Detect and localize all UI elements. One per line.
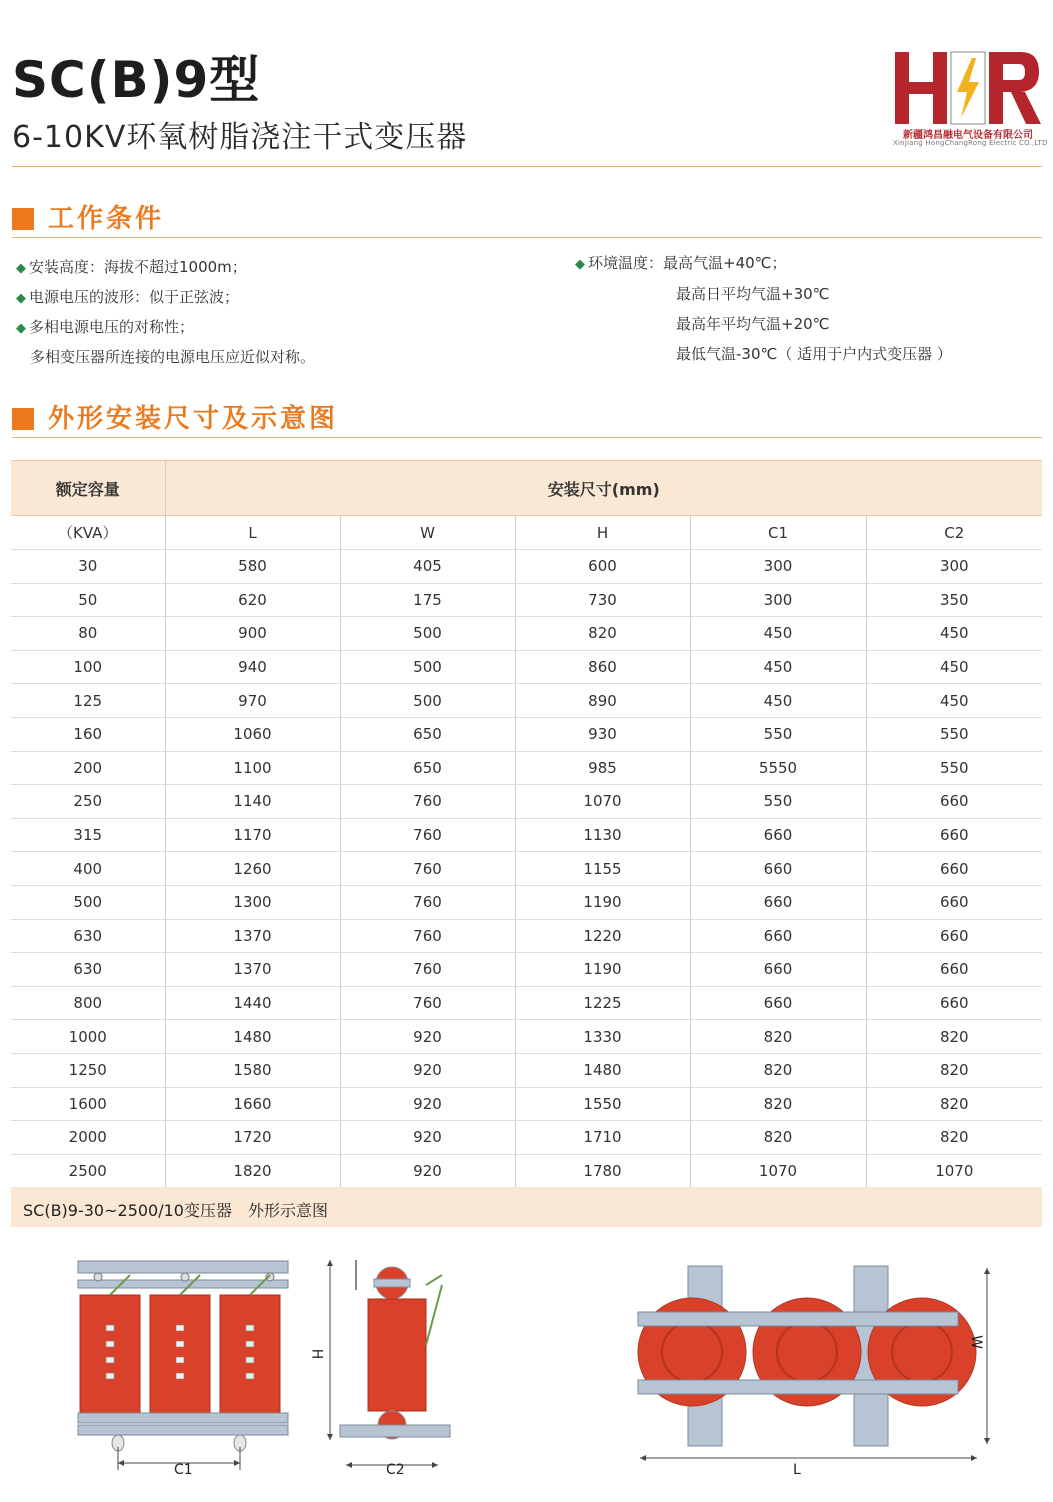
dimension-cell: 1220: [515, 919, 690, 953]
section-title: 工作条件: [48, 204, 165, 234]
dimension-cell: 450: [690, 684, 866, 718]
dimension-cell: 920: [340, 1053, 515, 1087]
dimension-cell: 5550: [690, 751, 866, 785]
condition-note: 多相变压器所连接的电源电压应近似对称。: [30, 348, 316, 366]
dimension-cell: 1130: [515, 818, 690, 852]
dimension-cell: 450: [690, 650, 866, 684]
dimension-cell: 1260: [165, 852, 340, 886]
drawing-caption-bar: [11, 1187, 1042, 1227]
dimension-cell: 660: [690, 818, 866, 852]
condition-text: 安装高度：海拔不超过1000m；: [29, 258, 247, 276]
dimension-cell: 760: [340, 953, 515, 987]
diamond-bullet-icon: ◆: [16, 321, 26, 336]
dimension-cell: 820: [690, 1020, 866, 1054]
condition-item: [16, 316, 194, 337]
temperature-text: 最低气温-30℃（ 适用于户内式变压器 ）: [676, 345, 952, 363]
dimension-cell: 660: [866, 953, 1042, 987]
dimension-cell: 1480: [165, 1020, 340, 1054]
front-view-drawing: [70, 1255, 300, 1485]
dimension-cell: 1070: [515, 785, 690, 819]
diamond-bullet-icon: ◆: [575, 257, 585, 272]
capacity-cell: 100: [11, 650, 165, 684]
capacity-cell: 400: [11, 852, 165, 886]
dimension-table: [11, 460, 1042, 1188]
table-row: [11, 953, 1042, 987]
section-marker-icon: [12, 408, 34, 430]
dimension-cell: 1140: [165, 785, 340, 819]
dimension-cell: 660: [690, 885, 866, 919]
dimension-cell: 660: [866, 818, 1042, 852]
dimension-cell: 900: [165, 617, 340, 651]
dimension-cell: 300: [690, 583, 866, 617]
dimension-cell: 620: [165, 583, 340, 617]
dimension-cell: 1370: [165, 919, 340, 953]
table-row: [11, 583, 1042, 617]
diamond-bullet-icon: ◆: [16, 291, 26, 306]
dimension-cell: 550: [866, 751, 1042, 785]
dimension-cell: 890: [515, 684, 690, 718]
dimension-cell: 820: [866, 1121, 1042, 1155]
dimension-cell: 1060: [165, 717, 340, 751]
condition-text: 电源电压的波形：似于正弦波；: [29, 288, 240, 306]
capacity-cell: 800: [11, 986, 165, 1020]
table-subheader-row: [11, 516, 1042, 550]
dimension-cell: 920: [340, 1121, 515, 1155]
dimension-cell: 940: [165, 650, 340, 684]
label-w: W: [967, 1335, 984, 1349]
dimension-cell: 1100: [165, 751, 340, 785]
drawing-caption: SC(B)9-30~2500/10变压器 外形示意图: [23, 1201, 328, 1220]
diamond-bullet-icon: ◆: [16, 261, 26, 276]
dimension-cell: 1720: [165, 1121, 340, 1155]
dimension-cell: 930: [515, 717, 690, 751]
table-row: [11, 1020, 1042, 1054]
table-row: [11, 986, 1042, 1020]
table-row: [11, 852, 1042, 886]
dimension-cell: 1300: [165, 885, 340, 919]
table-row: [11, 919, 1042, 953]
dimension-cell: 820: [690, 1121, 866, 1155]
section-marker-icon: [12, 208, 34, 230]
capacity-cell: 125: [11, 684, 165, 718]
dimension-cell: 1660: [165, 1087, 340, 1121]
dimension-cell: 660: [866, 919, 1042, 953]
table-row: [11, 885, 1042, 919]
company-name: 新疆鸿昌融电气设备有限公司: [903, 130, 1033, 141]
temperature-text: 最高日平均气温+30℃: [676, 285, 830, 303]
table-row: [11, 1087, 1042, 1121]
dimension-cell: 1780: [515, 1154, 690, 1188]
table-row: [11, 1121, 1042, 1155]
dimension-cell: 1710: [515, 1121, 690, 1155]
label-c1: C1: [174, 1462, 193, 1478]
dimension-cell: 1480: [515, 1053, 690, 1087]
dimension-cell: 650: [340, 717, 515, 751]
dimension-cell: 920: [340, 1087, 515, 1121]
dimension-cell: 660: [690, 986, 866, 1020]
capacity-cell: 2500: [11, 1154, 165, 1188]
capacity-cell: 500: [11, 885, 165, 919]
capacity-cell: 160: [11, 717, 165, 751]
dimension-cell: 920: [340, 1154, 515, 1188]
table-row: [11, 1053, 1042, 1087]
dimension-cell: 450: [866, 617, 1042, 651]
capacity-cell: 80: [11, 617, 165, 651]
capacity-cell: 2000: [11, 1121, 165, 1155]
dimension-cell: 760: [340, 852, 515, 886]
dimension-cell: 820: [866, 1053, 1042, 1087]
table-row: [11, 650, 1042, 684]
dimension-cell: 1190: [515, 885, 690, 919]
column-header: C2: [866, 516, 1042, 550]
dimension-cell: 1070: [690, 1154, 866, 1188]
dimension-cell: 730: [515, 583, 690, 617]
condition-item: [16, 256, 247, 277]
capacity-cell: 1250: [11, 1053, 165, 1087]
dimension-cell: 650: [340, 751, 515, 785]
unit-header: （KVA）: [11, 516, 165, 550]
dimension-cell: 760: [340, 785, 515, 819]
dimension-cell: 500: [340, 650, 515, 684]
dimension-cell: 660: [866, 852, 1042, 886]
table-row: [11, 751, 1042, 785]
capacity-cell: 1000: [11, 1020, 165, 1054]
dimension-cell: 660: [866, 986, 1042, 1020]
temperature-label: 环境温度：: [588, 254, 664, 272]
column-header: L: [165, 516, 340, 550]
temperature-item: [575, 252, 787, 273]
capacity-cell: 315: [11, 818, 165, 852]
dimension-cell: 660: [690, 852, 866, 886]
dimension-cell: 660: [690, 953, 866, 987]
header-divider: [12, 166, 1042, 167]
company-name-en: XinJiang HongChangRong Electric CO.,LTD: [893, 139, 1048, 147]
dimension-cell: 500: [340, 684, 515, 718]
dimension-cell: 1225: [515, 986, 690, 1020]
table-row: [11, 617, 1042, 651]
dimension-cell: 350: [866, 583, 1042, 617]
dimension-cell: 985: [515, 751, 690, 785]
capacity-cell: 630: [11, 953, 165, 987]
dimension-cell: 820: [690, 1087, 866, 1121]
condition-item: [16, 286, 239, 307]
dimension-cell: 1440: [165, 986, 340, 1020]
dimension-cell: 1155: [515, 852, 690, 886]
dimension-cell: 760: [340, 986, 515, 1020]
dimension-cell: 550: [690, 717, 866, 751]
dimension-cell: 760: [340, 885, 515, 919]
top-view-drawing: [632, 1262, 1002, 1482]
dimension-cell: 450: [690, 617, 866, 651]
temperature-text: 最高气温+40℃；: [663, 254, 787, 272]
dimension-cell: 660: [690, 919, 866, 953]
dimension-cell: 600: [515, 550, 690, 584]
section-dimensions-heading: [12, 398, 1042, 438]
label-c2: C2: [386, 1462, 405, 1478]
dimension-cell: 660: [866, 785, 1042, 819]
column-header: C1: [690, 516, 866, 550]
capacity-cell: 50: [11, 583, 165, 617]
capacity-cell: 250: [11, 785, 165, 819]
dimension-cell: 760: [340, 919, 515, 953]
dimension-cell: 760: [340, 818, 515, 852]
dimension-cell: 300: [690, 550, 866, 584]
dimension-cell: 1170: [165, 818, 340, 852]
condition-text: 多相电源电压的对称性；: [29, 318, 195, 336]
section-title: 外形安装尺寸及示意图: [48, 404, 339, 434]
table-header-row: [11, 461, 1042, 516]
dimension-cell: 1550: [515, 1087, 690, 1121]
dimension-cell: 500: [340, 617, 515, 651]
dimension-cell: 175: [340, 583, 515, 617]
dimension-cell: 405: [340, 550, 515, 584]
dimension-cell: 820: [515, 617, 690, 651]
table-row: [11, 684, 1042, 718]
table-row: [11, 1154, 1042, 1188]
label-l: L: [793, 1462, 801, 1478]
dimension-cell: 1580: [165, 1053, 340, 1087]
dimension-cell: 860: [515, 650, 690, 684]
column-header: W: [340, 516, 515, 550]
dimension-cell: 820: [690, 1053, 866, 1087]
dimension-cell: 1330: [515, 1020, 690, 1054]
dimension-cell: 820: [866, 1020, 1042, 1054]
dimension-cell: 1370: [165, 953, 340, 987]
dimension-cell: 550: [866, 717, 1042, 751]
dimension-cell: 1190: [515, 953, 690, 987]
dimension-cell: 1070: [866, 1154, 1042, 1188]
section-conditions-heading: [12, 198, 1042, 238]
dimension-cell: 300: [866, 550, 1042, 584]
dimension-cell: 450: [866, 650, 1042, 684]
page-subtitle: 6-10KV环氧树脂浇注干式变压器: [12, 120, 468, 155]
dimension-cell: 1820: [165, 1154, 340, 1188]
dimension-cell: 550: [690, 785, 866, 819]
table-row: [11, 785, 1042, 819]
dimension-cell: 450: [866, 684, 1042, 718]
capacity-cell: 30: [11, 550, 165, 584]
page-title: SC(B)9型: [12, 51, 261, 109]
capacity-cell: 1600: [11, 1087, 165, 1121]
dimension-cell: 820: [866, 1087, 1042, 1121]
table-row: [11, 818, 1042, 852]
capacity-header: 额定容量: [11, 461, 165, 516]
section-divider: [12, 237, 1042, 238]
dimension-cell: 920: [340, 1020, 515, 1054]
side-view-drawing: [310, 1255, 460, 1485]
section-divider: [12, 437, 1042, 438]
temperature-text: 最高年平均气温+20℃: [676, 315, 830, 333]
dimensions-header: 安装尺寸(mm): [165, 461, 1042, 516]
dimension-cell: 580: [165, 550, 340, 584]
dimension-cell: 970: [165, 684, 340, 718]
table-row: [11, 717, 1042, 751]
capacity-cell: 630: [11, 919, 165, 953]
capacity-cell: 200: [11, 751, 165, 785]
column-header: H: [515, 516, 690, 550]
table-row: [11, 550, 1042, 584]
dimension-cell: 660: [866, 885, 1042, 919]
label-h: H: [308, 1348, 325, 1360]
